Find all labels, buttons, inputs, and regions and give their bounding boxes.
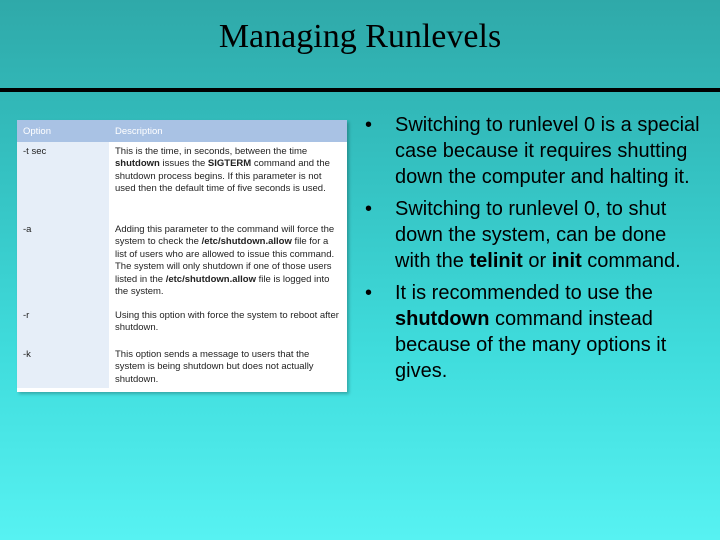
bold-term: /etc/shutdown.allow [165,273,256,285]
option-cell: -t sec [17,142,109,220]
description-cell [109,345,347,388]
text-run: or [522,250,552,272]
text-run: file for a list of users who are allowed to issue this command. The system will only shutdown if one of those users listed in the [115,236,335,285]
table-row [17,142,347,220]
bullet-dot-icon: • [365,114,373,136]
bullet-item [362,196,702,274]
text-run: command and the shutdown process begins. If this parameter is not used then the default time of five seconds is used. [115,158,330,195]
title-divider [0,88,720,92]
text-run: command. [581,250,681,272]
bold-term: shutdown [395,308,490,330]
header-option: Option [17,120,109,142]
option-cell: -r [17,306,109,345]
option-cell: -a [17,220,109,306]
bullet-item [362,112,702,190]
text-run: This is the time, in seconds, between the time [115,146,308,157]
text-run: Switching to runlevel 0 is a special case because it requires shutting down the computer and halting it. [395,114,700,188]
text-run: file is logged into the system. [115,273,330,298]
bullet-list [362,112,702,390]
header-description: Description [109,120,347,142]
text-run: issues the [159,158,208,170]
text-run: It is recommended to use the [395,282,653,304]
table-row [17,220,347,306]
bold-term: telinit [469,250,523,272]
bullet-dot-icon: • [365,282,373,304]
text-run: Using this option with force the system to reboot after shutdown. [115,310,339,334]
text-run: This option sends a message to users that the system is being shutdown but does not actually shutdown. [115,349,314,385]
description-cell [109,306,347,345]
bold-term: SIGTERM [207,158,252,170]
text-run: Switching to runlevel 0, to shut down the system, can be done with the [395,198,667,272]
table-row [17,306,347,345]
bullet-item [362,280,702,384]
description-cell [109,142,347,220]
bold-term: init [551,250,582,272]
bold-term: shutdown [115,158,160,170]
shutdown-options-table [17,120,347,392]
table-row [17,345,347,388]
slide-title: Managing Runlevels [218,18,502,55]
text-run: command instead because of the many options it gives. [395,308,667,382]
table-header-row [17,120,347,142]
bold-term: /etc/shutdown.allow [201,236,292,248]
description-cell [109,220,347,306]
bullet-dot-icon: • [365,198,373,220]
text-run: Adding this parameter to the command will force the system to check the [115,224,335,248]
option-cell: -k [17,345,109,388]
